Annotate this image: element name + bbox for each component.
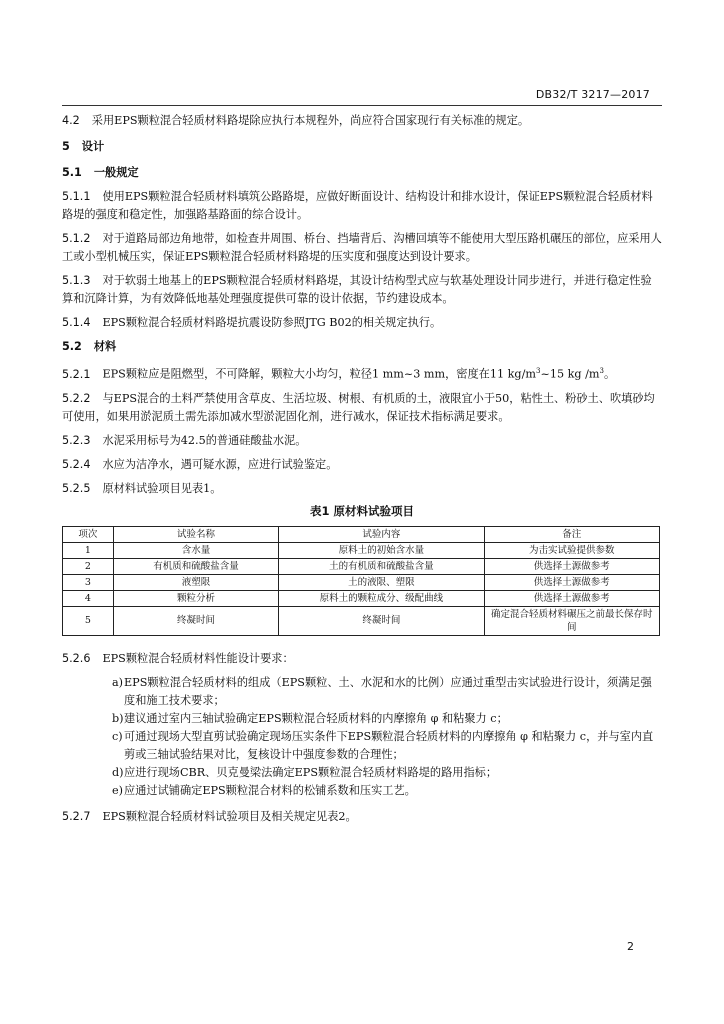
clause-5-2-3: 5.2.3 水泥采用标号为42.5的普通硅酸盐水泥。 [62,433,307,447]
table-header-cell: 备注 [484,526,660,542]
table-cell: 供选择土源做参考 [484,558,660,574]
table-raw-material-tests [62,526,660,636]
clause-5-2-2: 5.2.2 与EPS混合的土料严禁使用含草皮、生活垃圾、树根、有机质的土，液限宜小于50，粘性土、粉砂土、吹填砂均可使用，如果用淤泥质土需先添加减水型淤泥固化剂，进行减水，保证技术指标满足要求。 [62,391,655,423]
clause-5-1-2: 5.1.2 对于道路局部边角地带，如检查井周围、桥台、挡墙背后、沟槽回填等不能使用大型压路机碾压的部位，应采用人工或小型机械压实，保证EPS颗粒混合轻质材料路堤的压实度和强度达到设计要求。 [62,232,662,263]
table-header-cell: 试验名称 [113,526,279,542]
page-number: 2 [627,940,634,953]
chapter-5-heading: 5 设计 [62,140,105,153]
table-row [63,542,660,558]
table-cell: 原料土的初始含水量 [279,542,484,558]
clause-5-1-4: 5.1.4 EPS颗粒混合轻质材料路堤抗震设防参照JTG B02的相关规定执行。 [62,316,442,329]
table-cell: 终凝时间 [279,606,484,635]
section-5-2-heading: 5.2 材料 [62,340,117,353]
section-5-1-heading: 5.1 一般规定 [62,166,139,179]
document-code: DB32/T 3217—2017 [535,88,650,101]
table-cell: 供选择土源做参考 [484,574,660,590]
table-header-cell: 试验内容 [279,526,484,542]
list-item: a) EPS颗粒混合轻质材料的组成（EPS颗粒、土、水泥和水的比例）应通过重型击实试验进行设计，须满足强度和施工技术要求； [112,675,652,707]
list-item: b) 建议通过室内三轴试验确定EPS颗粒混合轻质材料的内摩擦角 φ 和粘聚力 c； [112,711,508,725]
table-cell: 液塑限 [113,574,279,590]
clause-5-1-1: 5.1.1 使用EPS颗粒混合轻质材料填筑公路路堤，应做好断面设计、结构设计和排水设计，保证EPS颗粒混合轻质材料路堤的强度和稳定性，加强路基路面的综合设计。 [62,190,653,221]
table-row [63,606,660,635]
table-cell: 为击实试验提供参数 [484,542,660,558]
table-cell: 土的有机质和硫酸盐含量 [279,558,484,574]
table-cell: 5 [63,606,114,635]
clause-5-1-3: 5.1.3 对于软弱土地基上的EPS颗粒混合轻质材料路堤，其设计结构型式应与软基处理设计同步进行，并进行稳定性验算和沉降计算，为有效降低地基处理强度提供可靠的设计依据，节约建设成本。 [62,274,652,305]
clause-5-2-4: 5.2.4 水应为洁净水，遇可疑水源，应进行试验鉴定。 [62,457,338,471]
table-row [63,574,660,590]
header-rule [62,105,662,106]
table-cell: 有机质和硫酸盐含量 [113,558,279,574]
table-cell: 颗粒分析 [113,590,279,606]
table-cell: 原料土的颗粒成分、级配曲线 [279,590,484,606]
clause-4-2: 4.2 采用EPS颗粒混合轻质材料路堤除应执行本规程外，尚应符合国家现行有关标准的规定。 [62,114,530,127]
table-row [63,590,660,606]
table-cell: 含水量 [113,542,279,558]
table-cell: 确定混合轻质材料碾压之前最长保存时间 [484,606,660,635]
table-row [63,558,660,574]
table-header-row [63,526,660,542]
list-item: c) 可通过现场大型直剪试验确定现场压实条件下EPS颗粒混合轻质材料的内摩擦角 φ 和粘聚力 c，并与室内直剪或三轴试验结果对比，复核设计中强度参数的合理性； [112,729,654,761]
clause-5-2-7: 5.2.7 EPS颗粒混合轻质材料试验项目及相关规定见表2。 [62,809,357,823]
document-body [62,112,662,826]
table-header-cell: 项次 [63,526,114,542]
clause-5-2-5: 5.2.5 原材料试验项目见表1。 [62,481,222,495]
clause-5-2-1: 5.2.1 EPS颗粒应是阻燃型，不可降解，颗粒大小均匀，粒径1 mm~3 mm，密度在11 $kg/m^3\sim 15$ kg $/m^3$。 [62,367,616,381]
list-item: e) 应通过试铺确定EPS颗粒混合材料的松铺系数和压实工艺。 [112,783,416,797]
table-cell: 4 [63,590,114,606]
table-cell: 2 [63,558,114,574]
table-1-caption: 表1 原材料试验项目 [309,503,414,518]
table-cell: 1 [63,542,114,558]
clause-5-2-6: 5.2.6 EPS颗粒混合轻质材料性能设计要求： [62,651,294,665]
table-cell: 供选择土源做参考 [484,590,660,606]
list-item: d) 应进行现场CBR、贝克曼梁法确定EPS颗粒混合轻质材料路堤的路用指标； [112,765,498,779]
table-cell: 终凝时间 [113,606,279,635]
table-cell: 3 [63,574,114,590]
table-cell: 土的液限、塑限 [279,574,484,590]
